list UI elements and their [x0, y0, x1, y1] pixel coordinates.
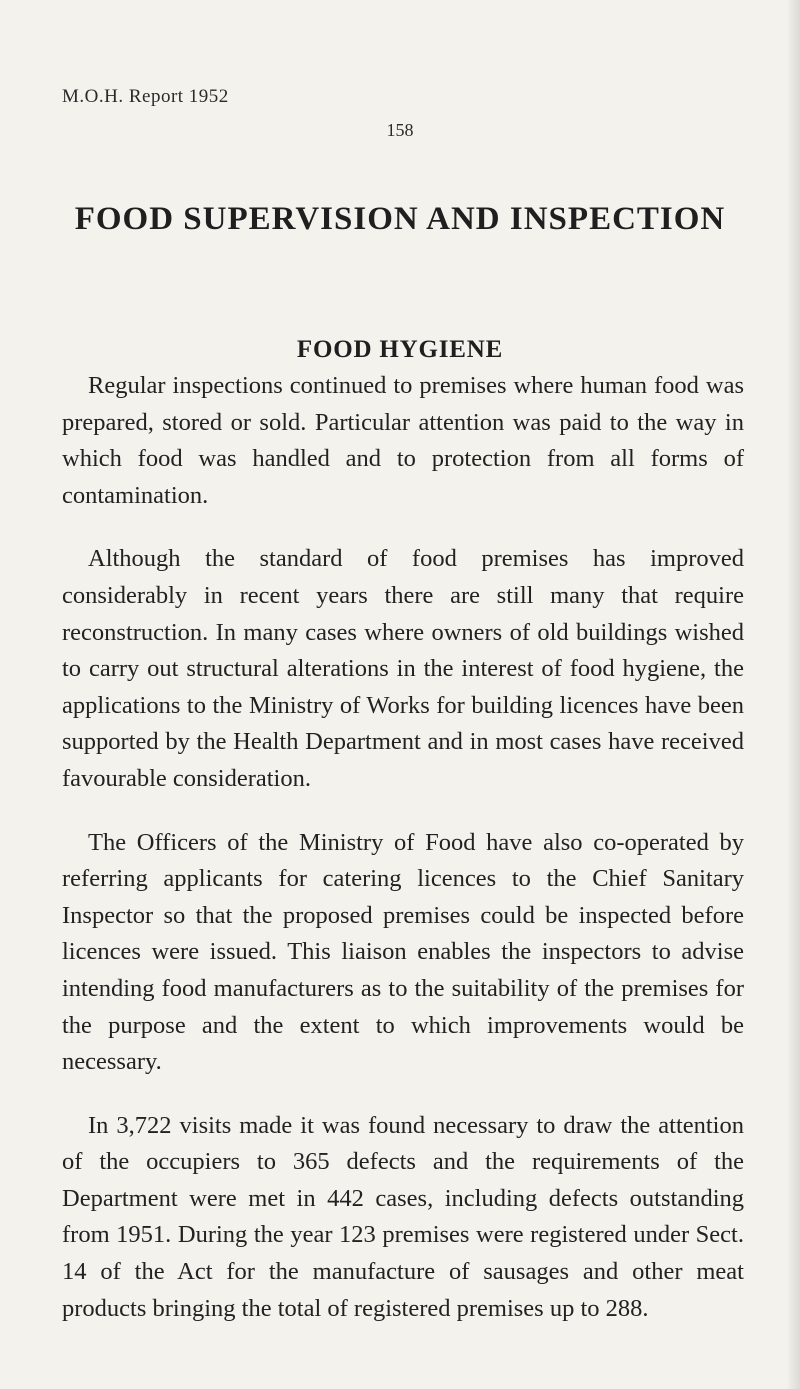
section-heading: FOOD HYGIENE: [296, 336, 504, 363]
paragraph-3: The Officers of the Ministry of Food have also co-operated by referring applicants for catering licences to the Chief Sanitary Inspector so that the proposed premises could be inspected before licences were issued. This liaison enables the inspectors to advise intending food manufacturers as to the suitability of the premises for the purpose and the extent to which improvements would be necessary.: [62, 828, 744, 1076]
paragraph-1: Regular inspections continued to premises where human food was prepared, stored or sold. Particular attention was paid to the way in which food was handled and to protection from all forms of contamination.: [62, 372, 744, 509]
body-text: [62, 368, 744, 1354]
page-edge-shadow: [786, 0, 800, 1389]
paragraph-4: In 3,722 visits made it was found necessary to draw the attention of the occupiers to 365 defects and the requirements of the Department were met in 442 cases, including defects outstanding from 1951. During the year 123 premises were registered under Sect. 14 of the Act for the manufacture of sausages and other meat products bringing the total of registered premises up to 288.: [62, 1111, 744, 1322]
paragraph-2: Although the standard of food premises has improved considerably in recent years there are still many that require reconstruction. In many cases where owners of old buildings wished to carry out structural alterations in the interest of food hygiene, the applications to the Ministry of Works for building licences have been supported by the Health Department and in most cases have received favourable consideration.: [62, 545, 744, 792]
page-title: FOOD SUPERVISION AND INSPECTION: [74, 201, 726, 237]
page-number: 158: [386, 120, 414, 140]
running-head: M.O.H. Report 1952: [62, 86, 229, 107]
